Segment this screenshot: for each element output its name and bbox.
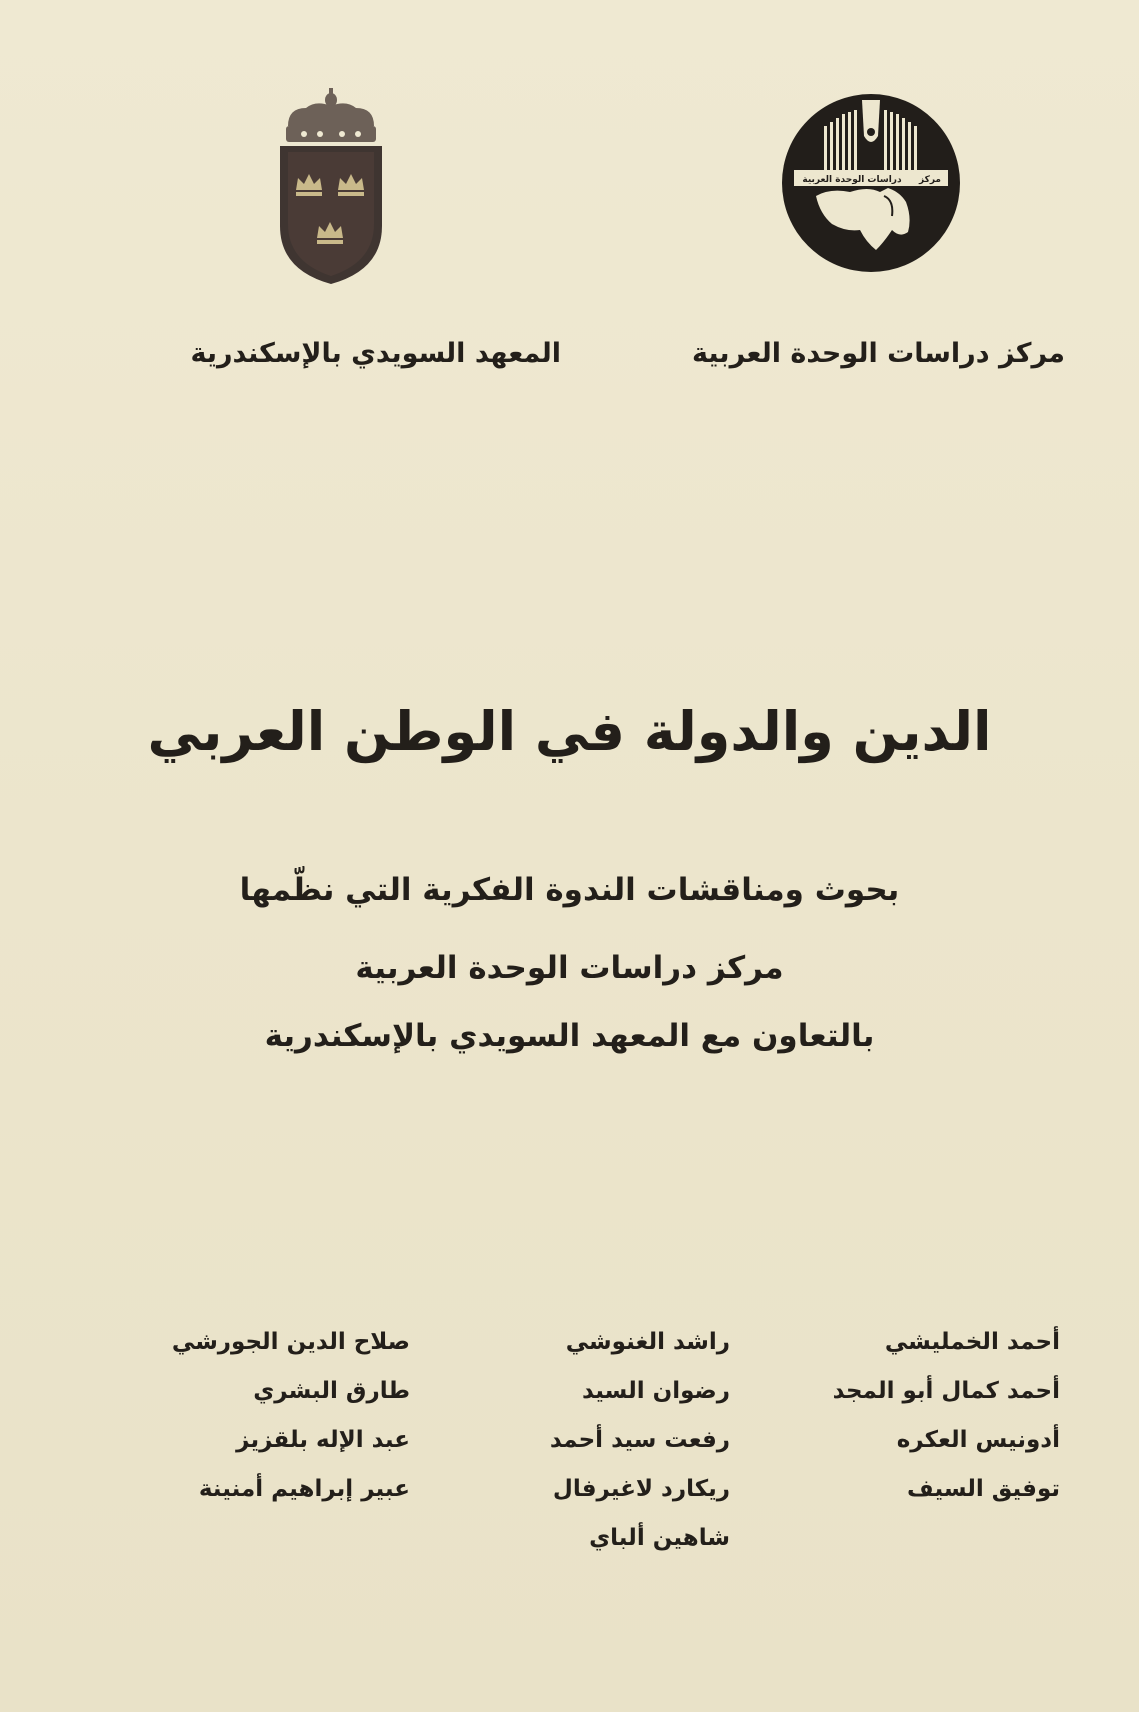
authors-column-1 (730, 1318, 1060, 1563)
authors-column-2 (410, 1318, 730, 1563)
author-name: عبد الإله بلقزيز (236, 1427, 410, 1453)
authors-list (80, 1318, 1060, 1563)
author-name: أحمد الخمليشي (884, 1329, 1060, 1355)
author-name: رضوان السيد (581, 1378, 730, 1404)
author-name: شاهين ألباي (589, 1525, 730, 1551)
logo-tag-text: مركز (918, 175, 942, 185)
subtitle-line-3: بالتعاون مع المعهد السويدي بالإسكندرية (264, 1018, 875, 1054)
author-name: توفيق السيف (907, 1476, 1060, 1502)
author-name: رفعت سيد أحمد (549, 1427, 730, 1453)
logo-inner-text: دراسات الوحدة العربية (802, 175, 902, 185)
author-name: طارق البشري (253, 1378, 410, 1404)
author-name: راشد الغنوشي (565, 1329, 730, 1355)
subtitle-line-2: مركز دراسات الوحدة العربية (355, 950, 784, 986)
book-title: الدين والدولة في الوطن العربي (147, 700, 992, 763)
swedish-institute-name: المعهد السويدي بالإسكندرية (190, 338, 561, 369)
author-name: أحمد كمال أبو المجد (832, 1378, 1060, 1404)
author-name: ريكارد لاغيرفال (552, 1476, 730, 1502)
author-name: صلاح الدين الجورشي (171, 1329, 410, 1355)
authors-column-3 (80, 1318, 410, 1563)
arab-center-name: مركز دراسات الوحدة العربية (692, 338, 1065, 369)
swedish-crest-logo (276, 86, 386, 286)
arab-unity-center-logo (780, 92, 962, 274)
author-name: أدونيس العكره (896, 1427, 1060, 1453)
subtitle-line-1: بحوث ومناقشات الندوة الفكرية التي نظّمها (239, 872, 900, 908)
author-name: عبير إبراهيم أمنينة (198, 1476, 410, 1502)
